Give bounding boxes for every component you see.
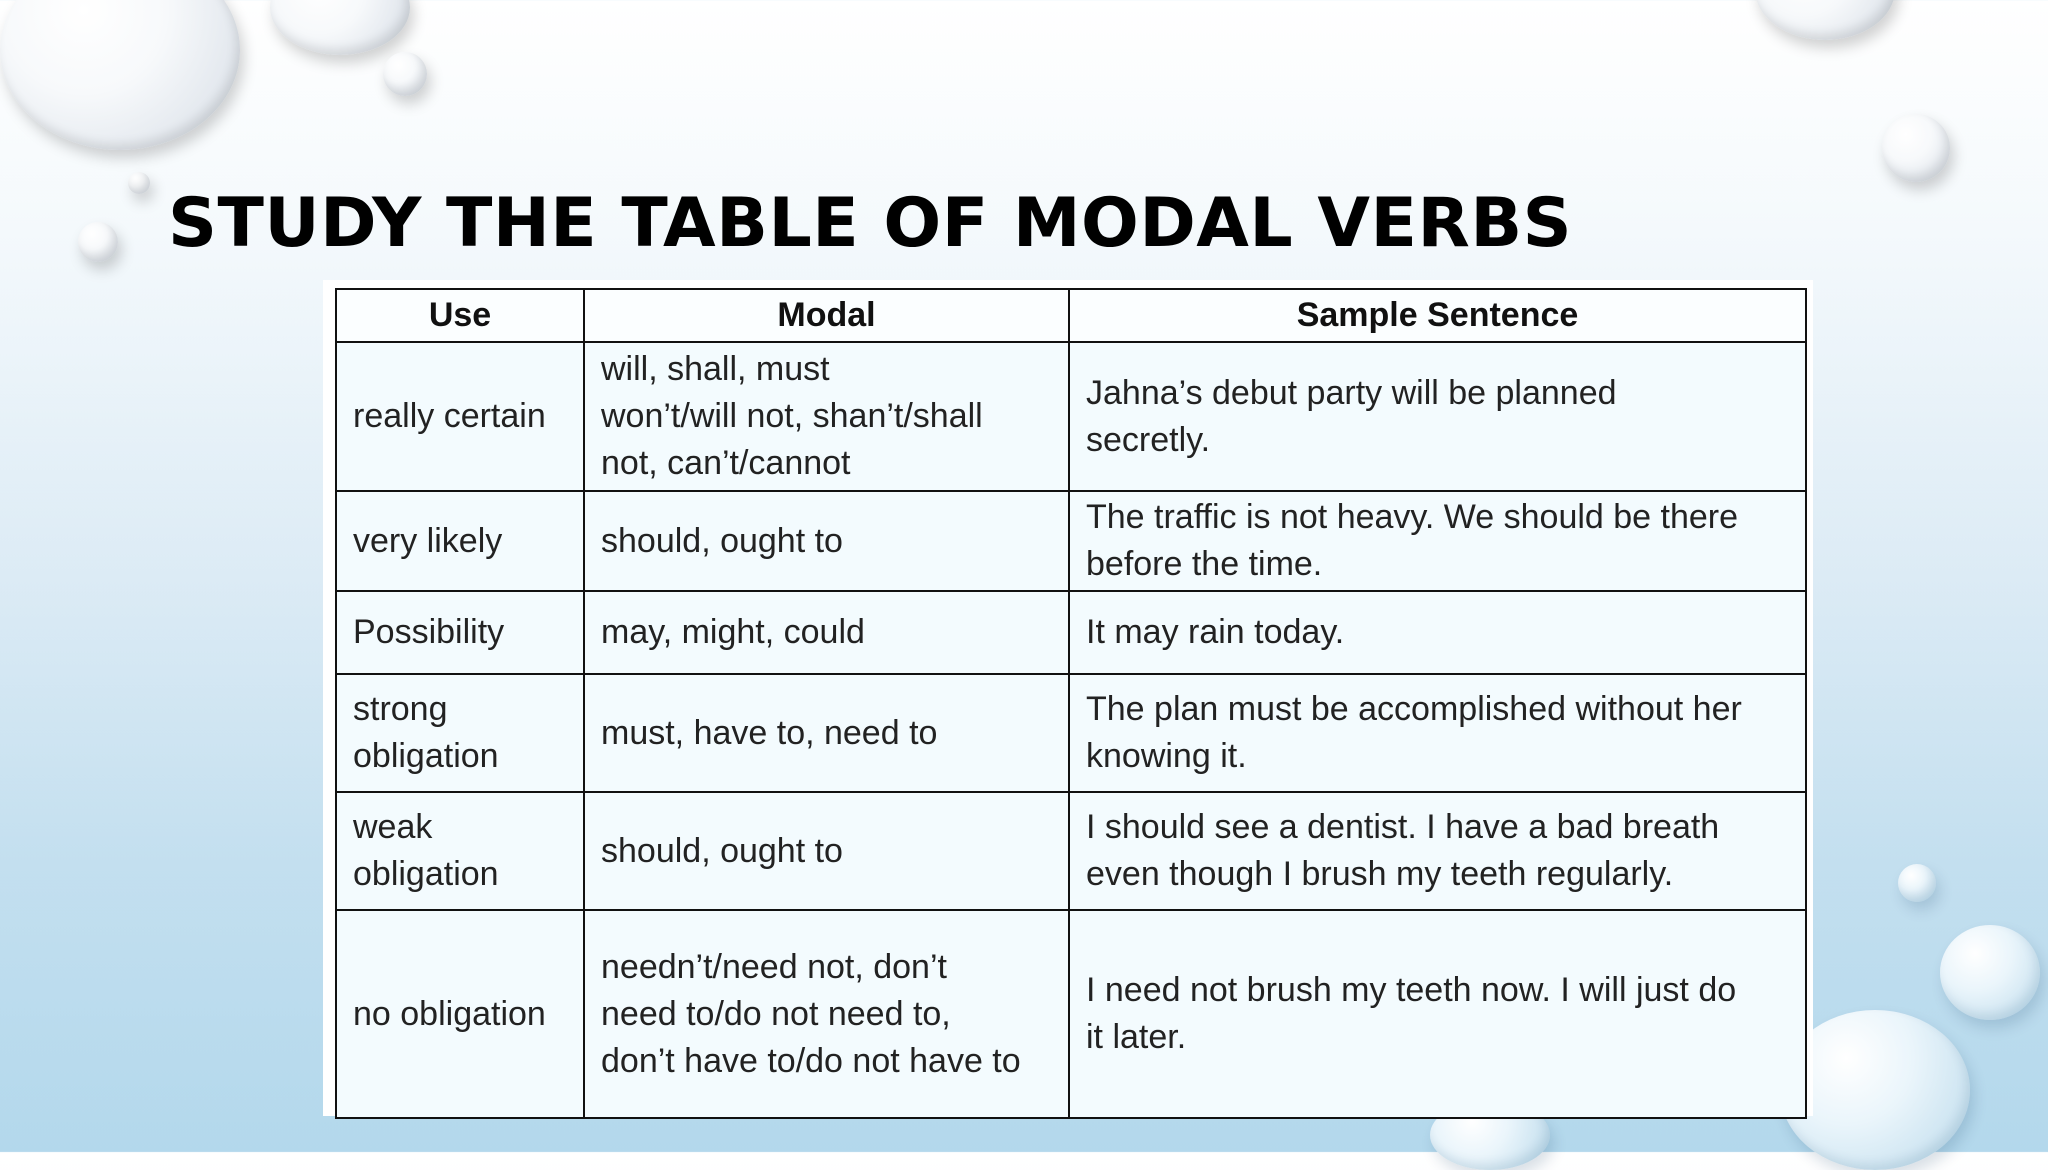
table-header-row	[336, 289, 1806, 342]
sample-sentence-text: It may rain today.	[1086, 613, 1345, 651]
table-row	[336, 792, 1806, 910]
water-droplet-decoration	[1940, 925, 2040, 1020]
sample-sentence-cell	[1069, 591, 1806, 674]
table-row	[336, 591, 1806, 674]
water-droplet-decoration	[1882, 114, 1950, 182]
water-droplet-decoration	[383, 52, 427, 96]
column-header-modal: Modal	[584, 289, 1069, 342]
column-header-use: Use	[336, 289, 584, 342]
sample-sentence-text: I should see a dentist. I have a bad breath even though I brush my teeth regularly.	[1086, 808, 1720, 893]
water-droplet-decoration	[128, 172, 150, 194]
use-cell	[336, 491, 584, 591]
water-droplet-decoration	[0, 0, 240, 150]
modal-text: may, might, could	[601, 613, 865, 651]
sample-sentence-text: The plan must be accomplished without her knowing it.	[1086, 690, 1742, 775]
modal-cell	[584, 910, 1069, 1118]
sample-sentence-cell	[1069, 910, 1806, 1118]
use-cell	[336, 591, 584, 674]
modal-cell	[584, 491, 1069, 591]
modal-text: will, shall, must won’t/will not, shan’t/shall not, can’t/cannot	[601, 350, 983, 482]
use-cell	[336, 342, 584, 491]
modal-cell	[584, 674, 1069, 792]
sample-sentence-cell	[1069, 792, 1806, 910]
water-droplet-decoration	[1755, 0, 1895, 40]
sample-sentence-cell	[1069, 674, 1806, 792]
use-text: no obligation	[353, 994, 546, 1033]
sample-sentence-cell	[1069, 491, 1806, 591]
use-text: strong obligation	[353, 690, 499, 775]
use-cell	[336, 674, 584, 792]
modal-verbs-table	[335, 288, 1807, 1119]
use-cell	[336, 792, 584, 910]
sample-sentence-text: I need not brush my teeth now. I will just do it later.	[1086, 971, 1737, 1056]
use-text: weak obligation	[353, 808, 499, 893]
use-cell	[336, 910, 584, 1118]
modal-text: must, have to, need to	[601, 713, 938, 752]
use-text: Possibility	[353, 613, 505, 651]
slide-title: STUDY THE TABLE OF MODAL VERBS	[168, 184, 1573, 263]
sample-sentence-text: The traffic is not heavy. We should be there before the time.	[1086, 498, 1739, 583]
table-row	[336, 910, 1806, 1118]
column-header-sample-sentence: Sample Sentence	[1069, 289, 1806, 342]
table-row	[336, 342, 1806, 491]
table-row	[336, 491, 1806, 591]
water-droplet-decoration	[1898, 864, 1936, 902]
modal-cell	[584, 591, 1069, 674]
water-droplet-decoration	[270, 0, 410, 55]
sample-sentence-text: Jahna’s debut party will be planned secretly.	[1086, 373, 1617, 459]
modal-text: should, ought to	[601, 831, 843, 870]
modal-text: should, ought to	[601, 521, 843, 560]
water-droplet-decoration	[78, 222, 118, 262]
modal-cell	[584, 342, 1069, 491]
use-text: very likely	[353, 521, 503, 560]
sample-sentence-cell	[1069, 342, 1806, 491]
modal-cell	[584, 792, 1069, 910]
use-text: really certain	[353, 397, 546, 435]
table-row	[336, 674, 1806, 792]
modal-text: needn’t/need not, don’t need to/do not need to, don’t have to/do not have to	[601, 947, 1021, 1080]
